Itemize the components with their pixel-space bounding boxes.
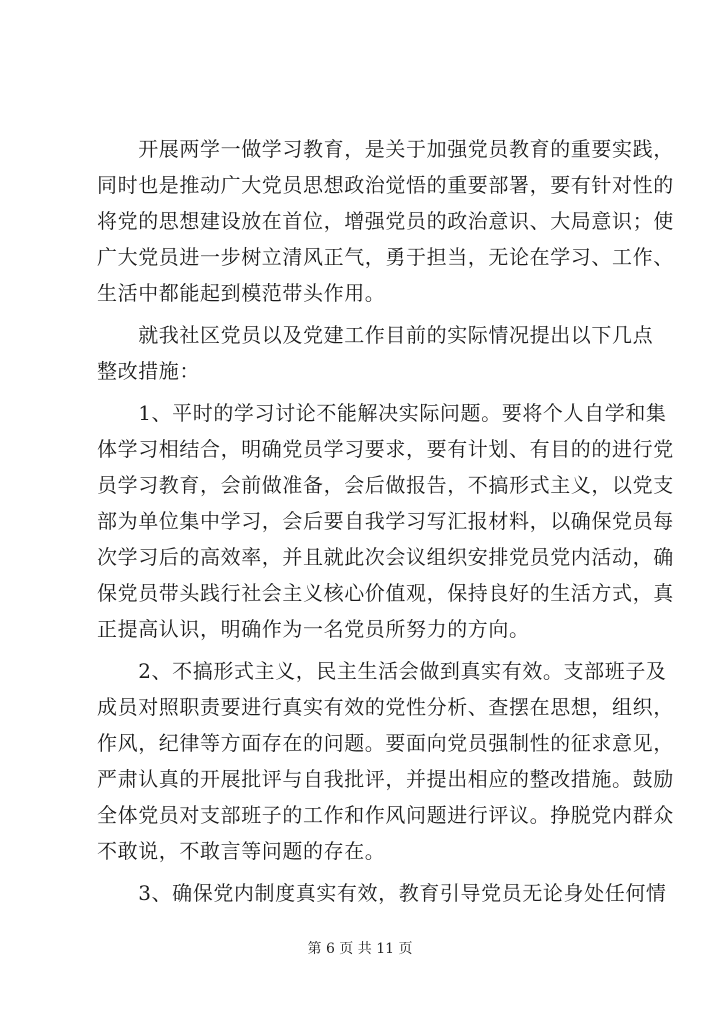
text-line: 次学习后的高效率，并且就此次会议组织安排党员党内活动，确 [97, 545, 674, 569]
paragraph-5 [97, 875, 667, 911]
text-line: 员学习教育，会前做准备，会后做报告，不搞形式主义，以党支 [97, 473, 674, 497]
text-line: 广大党员进一步树立清风正气，勇于担当，无论在学习、工作、 [97, 245, 674, 269]
text-line: 保党员带头践行社会主义核心价值观，保持良好的生活方式，真 [97, 581, 674, 605]
text-line: 将党的思想建设放在首位，增强党员的政治意识、大局意识；使 [97, 209, 674, 233]
text-line: 部为单位集中学习，会后要自我学习写汇报材料，以确保党员每 [97, 509, 674, 533]
paragraph-1 [97, 131, 674, 311]
text-line: 生活中都能起到模范带头作用。 [97, 281, 386, 305]
text-line: 严肃认真的开展批评与自我批评，并提出相应的整改措施。鼓励 [97, 767, 674, 791]
paragraph-2 [97, 317, 657, 389]
document-body [97, 131, 674, 911]
text-line: 作风，纪律等方面存在的问题。要面向党员强制性的征求意见， [97, 731, 674, 755]
text-line: 就我社区党员以及党建工作目前的实际情况提出以下几点 [97, 323, 654, 347]
text-line: 开展两学一做学习教育，是关于加强党员教育的重要实践， [97, 137, 674, 161]
paragraph-4 [97, 653, 674, 869]
text-line: 体学习相结合，明确党员学习要求，要有计划、有目的的进行党 [97, 437, 674, 461]
text-line: 不敢说，不敢言等问题的存在。 [97, 839, 386, 863]
page-number-footer: 第 6 页 共 11 页 [307, 941, 413, 957]
text-line: 1、平时的学习讨论不能解决实际问题。要将个人自学和集 [97, 401, 667, 425]
text-line: 整改措施： [97, 359, 200, 383]
text-line: 2、不搞形式主义，民主生活会做到真实有效。支部班子及 [97, 659, 667, 683]
text-line: 3、确保党内制度真实有效，教育引导党员无论身处任何情 [97, 881, 667, 905]
text-line: 全体党员对支部班子的工作和作风问题进行评议。挣脱党内群众 [97, 803, 674, 827]
text-line: 同时也是推动广大党员思想政治觉悟的重要部署，要有针对性的 [97, 173, 674, 197]
paragraph-3 [97, 395, 674, 647]
text-line: 成员对照职责要进行真实有效的党性分析、查摆在思想，组织， [97, 695, 674, 719]
text-line: 正提高认识，明确作为一名党员所努力的方向。 [97, 617, 530, 641]
